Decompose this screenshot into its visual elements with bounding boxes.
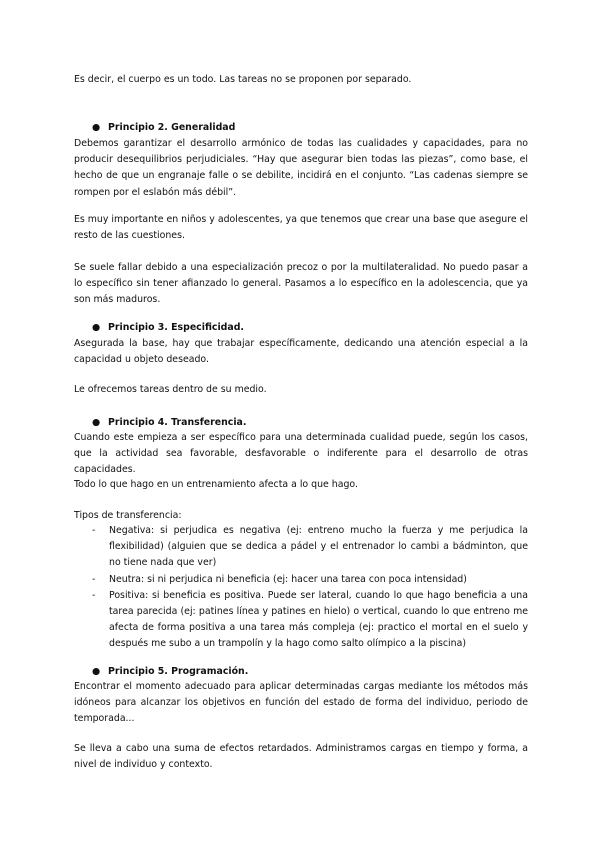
list-item-text: Positiva: si beneficia es positiva. Puede ser lateral, cuando lo que hago beneficia a una tarea parecida (ej: patines línea y patines en hielo) o vertical, cuando lo que entreno me afecta de forma positiva a una tarea más compleja (ej: practico el mortal en el suelo y después me subo a un trampolín y la hago como salto olímpico a la piscina) [109, 589, 528, 650]
paragraph-especificidad-body: Asegurada la base, hay que trabajar específicamente, dedicando una atención especial a la capacidad u objeto deseado. [74, 338, 528, 366]
list-item [92, 523, 528, 572]
paragraph-generalidad-2: Es muy importante en niños y adolescentes, ya que tenemos que crear una base que asegure el resto de las cuestiones. [74, 214, 528, 242]
heading-text: Principio 3. Especificidad. [108, 322, 244, 333]
dash-marker: - [92, 589, 96, 601]
dash-marker: - [92, 525, 96, 536]
heading-principio-5 [92, 664, 248, 680]
transfer-types-list [92, 523, 528, 653]
heading-principio-4 [92, 415, 246, 431]
heading-principio-2 [92, 120, 235, 136]
intro-paragraph: Es decir, el cuerpo es un todo. Las tareas no se proponen por separado. [74, 74, 412, 85]
list-item-text: Negativa: si perjudica es negativa (ej: entreno mucho la fuerza y me perjudica la flexibilidad) (alguien que se dedica a pádel y el entrenador lo cambi a bádminton, que no tiene nada que ver) [109, 525, 528, 569]
bullet-icon: ● [92, 322, 101, 333]
paragraph-generalidad-body: Debemos garantizar el desarrollo armónico de todas las cualidades y capacidades, para no producir desequilibrios perjudiciales. “Hay que asegurar bien todas las piezas”, como base, el hecho de que un engranaje falle o se debilite, incidirá en el conjunto. “Las cadenas siempre se rompen por el eslabón más débil”. [74, 138, 528, 198]
heading-text: Principio 5. Programación. [108, 666, 249, 677]
paragraph-transferencia-2: Todo lo que hago en un entrenamiento afecta a lo que hago. [74, 479, 358, 490]
heading-text: Principio 2. Generalidad [108, 122, 236, 133]
paragraph-transferencia-body: Cuando este empieza a ser específico para una determinada cualidad puede, según los casos, que la actividad sea favorable, desfavorable o indiferente para el desarrollo de otras capacidades. [74, 432, 528, 476]
bullet-icon: ● [92, 417, 101, 428]
heading-principio-3 [92, 320, 244, 336]
paragraph-programacion-body: Encontrar el momento adecuado para aplicar determinadas cargas mediante los métodos más idóneos para alcanzar los objetivos en función del estado de forma del individuo, periodo de temporada... [74, 681, 528, 725]
list-item-text: Neutra: si ni perjudica ni beneficia (ej: hacer una tarea con poca intensidad) [109, 573, 467, 585]
paragraph-generalidad-3: Se suele fallar debido a una especialización precoz o por la multilateralidad. No puedo pasar a lo específico sin tener afianzado lo general. Pasamos a lo específico en la adolescencia, que ya son más maduros. [74, 262, 528, 306]
paragraph-especificidad-2: Le ofrecemos tareas dentro de su medio. [74, 384, 267, 395]
list-item [92, 588, 528, 653]
list-item [92, 572, 528, 588]
bullet-icon: ● [92, 122, 101, 133]
heading-text: Principio 4. Transferencia. [108, 417, 247, 428]
dash-marker: - [92, 573, 96, 585]
paragraph-programacion-2: Se lleva a cabo una suma de efectos retardados. Administramos cargas en tiempo y forma, a nivel de individuo y contexto. [74, 743, 528, 771]
types-label: Tipos de transferencia: [74, 510, 182, 521]
bullet-icon: ● [92, 666, 101, 677]
